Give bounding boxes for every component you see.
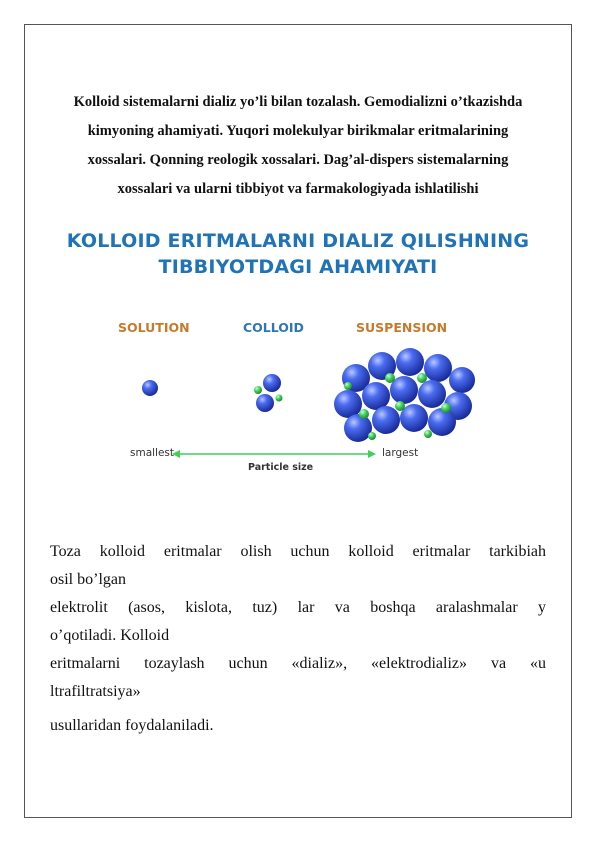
heading-line: xossalari va ularni tibbiyot va farmakologiyada ishlatilishi (117, 181, 479, 197)
category-suspension: SUSPENSION (356, 320, 448, 335)
particle-size-figure (60, 228, 536, 488)
category-solution: SOLUTION (118, 320, 190, 335)
heading-line: kimyoning ahamiyati. Yuqori molekulyar birikmalar eritmalarining (87, 123, 509, 139)
scale-largest-label: largest (382, 447, 419, 459)
body-line: elektrolit (asos, kislota, tuz) lar va boshqa aralashmalar y (50, 599, 546, 616)
colloid-cluster (254, 374, 283, 412)
size-arrow (172, 450, 376, 458)
suspension-cluster (334, 348, 475, 442)
body-line: o’qotiladi. Kolloid (50, 627, 170, 644)
document-heading (48, 88, 548, 204)
heading-line: Kolloid sistemalarni dializ yo’li bilan tozalash. Gemodializni o’tkazishda (73, 94, 523, 110)
body-line: ltrafiltratsiya» (50, 683, 141, 700)
figure-title-line: TIBBIYOTDAGI AHAMIYATI (158, 256, 438, 278)
figure-title-line: KOLLOID ERITMALARNI DIALIZ QILISHNING (66, 230, 530, 252)
category-colloid: COLLOID (243, 320, 304, 335)
body-line: osil bo’lgan (50, 571, 126, 588)
body-line: usullaridan foydalaniladi. (50, 717, 214, 734)
body-line: eritmalarni tozaylash uchun «dializ», «elektrodializ» va «u (50, 655, 546, 672)
heading-line: xossalari. Qonning reologik xossalari. Dag’al-dispers sistemalarning (87, 152, 509, 168)
body-line: Toza kolloid eritmalar olish uchun kolloid eritmalar tarkibiah (50, 543, 546, 560)
scale-smallest-label: smallest (130, 447, 175, 459)
body-paragraph (50, 538, 546, 740)
particle-size-caption: Particle size (248, 462, 314, 473)
solution-particle (142, 380, 158, 396)
